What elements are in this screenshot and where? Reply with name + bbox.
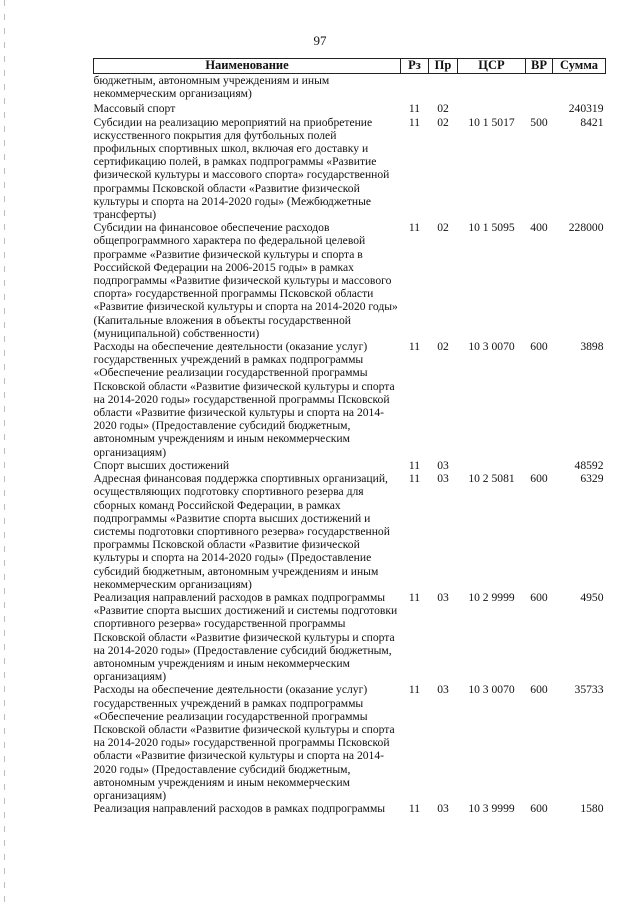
row-name: Реализация направлений расходов в рамках подпрограммы «Развитие спорта высших достижений и системы подготовки спортивного резерва» государственной программы Псковской области «Развитие физической культуры и спорта на 2014-2020 годы» (Предоставление субсидий бюджетным, автономным учреждениям и иным некоммерческим организациям) — [93, 590, 398, 684]
table-row — [94, 116, 606, 222]
row-name: бюджетным, автономным учреждениям и иным некоммерческим организациям) — [93, 74, 330, 101]
row-sum: 240319 — [568, 102, 604, 116]
row-csr: 10 2 9999 — [468, 590, 515, 604]
row-rz: 11 — [408, 102, 421, 116]
row-rz: 11 — [408, 590, 421, 604]
row-csr — [458, 459, 526, 472]
row-rz: 11 — [408, 340, 421, 354]
table-row — [94, 459, 606, 472]
row-pr: 02 — [437, 221, 449, 235]
header-name: Наименование — [94, 59, 401, 74]
row-csr: 10 1 5095 — [468, 221, 515, 235]
row-sum — [553, 74, 606, 103]
row-csr: 10 2 5081 — [468, 472, 515, 486]
row-pr: 03 — [437, 802, 449, 816]
row-name: Субсидии на реализацию мероприятий на приобретение искусственного покрытия для футбольных полей профильных спортивных школ, включая его доставку и сертификацию полей, в рамках подпрограммы «Развитие физической культуры и массового спорта» государственной программы Псковской области «Развитие физической культуры и спорта на 2014-2020 годы» (Межбюджетные трансферты) — [93, 115, 390, 222]
row-csr: 10 3 9999 — [468, 802, 515, 816]
row-vr: 600 — [530, 472, 548, 486]
row-pr: 02 — [437, 340, 449, 354]
row-rz: 11 — [408, 802, 421, 816]
row-csr: 10 1 5017 — [468, 115, 515, 129]
row-csr: 10 3 0070 — [468, 683, 515, 697]
row-sum: 48592 — [574, 458, 604, 472]
row-sum: 8421 — [580, 115, 604, 129]
row-pr: 03 — [437, 458, 449, 472]
row-sum: 228000 — [568, 221, 604, 235]
row-vr: 600 — [530, 590, 548, 604]
table-row — [94, 102, 606, 115]
table-row — [94, 472, 606, 591]
row-vr: 600 — [530, 340, 548, 354]
row-vr — [526, 459, 553, 472]
row-sum: 4950 — [580, 590, 604, 604]
table-row — [94, 683, 606, 802]
table-row — [94, 340, 606, 459]
table-row — [94, 221, 606, 340]
row-sum: 6329 — [580, 472, 604, 486]
header-sum: Сумма — [553, 59, 606, 74]
page-number: 97 — [313, 33, 327, 48]
row-rz: 11 — [408, 458, 421, 472]
header-pr: Пр — [429, 59, 458, 74]
header-rz: Рз — [401, 59, 429, 74]
row-rz: 11 — [408, 221, 421, 235]
row-sum: 35733 — [574, 683, 604, 697]
row-rz: 11 — [408, 115, 421, 129]
table-body — [94, 74, 606, 816]
row-name: Массовый спорт — [93, 102, 176, 116]
table-row — [94, 74, 606, 103]
budget-table — [93, 58, 606, 815]
row-pr: 03 — [437, 472, 449, 486]
table-row — [94, 591, 606, 683]
row-csr — [458, 74, 526, 103]
header-csr: ЦСР — [458, 59, 526, 74]
row-name: Субсидии на финансовое обеспечение расходов общепрограммного характера по федеральной целевой программе «Развитие физической культуры и спорта в Российской Федерации на 2006-2015 годы» в рамках подпрограммы «Развитие физической культуры и массового спорта» государственной программы Псковской области «Развитие физической культуры и спорта на 2014-2020 годы» (Капитальные вложения в объекты государственной (муниципальной) собственности) — [93, 221, 398, 340]
row-pr: 02 — [437, 115, 449, 129]
row-rz — [401, 74, 429, 103]
row-csr: 10 3 0070 — [468, 340, 515, 354]
row-vr: 500 — [530, 115, 548, 129]
row-rz: 11 — [408, 472, 421, 486]
row-vr — [526, 102, 553, 115]
scan-edge-artifact — [4, 0, 5, 905]
row-name: Адресная финансовая поддержка спортивных организаций, осуществляющих подготовку спортивного резерва для сборных команд Российской Федерации, в рамках подпрограммы «Развитие спорта высших достижений и системы подготовки спортивного резерва» государственной программы Псковской области «Развитие физической культуры и спорта на 2014-2020 годы» (Предоставление субсидий бюджетным, автономным учреждениям и иным некоммерческим организациям) — [93, 472, 390, 591]
row-sum: 3898 — [580, 340, 604, 354]
table-row — [94, 802, 606, 815]
row-name: Спорт высших достижений — [93, 458, 230, 472]
row-name: Расходы на обеспечение деятельности (оказание услуг) государственных учреждений в рамках подпрограммы «Обеспечение реализации государственной программы Псковской области «Развитие физической культуры и спорта на 2014-2020 годы» государственной программы Псковской области «Развитие физической культуры и спорта на 2014-2020 годы» (Предоставление субсидий бюджетным, автономным учреждениям и иным некоммерческим организациям) — [93, 683, 395, 802]
row-vr: 600 — [530, 683, 548, 697]
row-csr — [458, 102, 526, 115]
row-sum: 1580 — [580, 802, 604, 816]
row-vr — [526, 74, 553, 103]
row-pr: 02 — [437, 102, 449, 116]
row-name: Расходы на обеспечение деятельности (оказание услуг) государственных учреждений в рамках подпрограммы «Обеспечение реализации государственной программы Псковской области «Развитие физической культуры и спорта на 2014-2020 годы» государственной программы Псковской области «Развитие физической культуры и спорта на 2014-2020 годы» (Предоставление субсидий бюджетным, автономным учреждениям и иным некоммерческим организациям) — [93, 340, 395, 459]
row-vr: 600 — [530, 802, 548, 816]
table-header — [94, 59, 606, 74]
row-rz: 11 — [408, 683, 421, 697]
row-pr — [429, 74, 458, 103]
row-pr: 03 — [437, 683, 449, 697]
row-vr: 400 — [530, 221, 548, 235]
row-pr: 03 — [437, 590, 449, 604]
row-name: Реализация направлений расходов в рамках подпрограммы — [93, 802, 386, 816]
header-vr: ВР — [526, 59, 553, 74]
